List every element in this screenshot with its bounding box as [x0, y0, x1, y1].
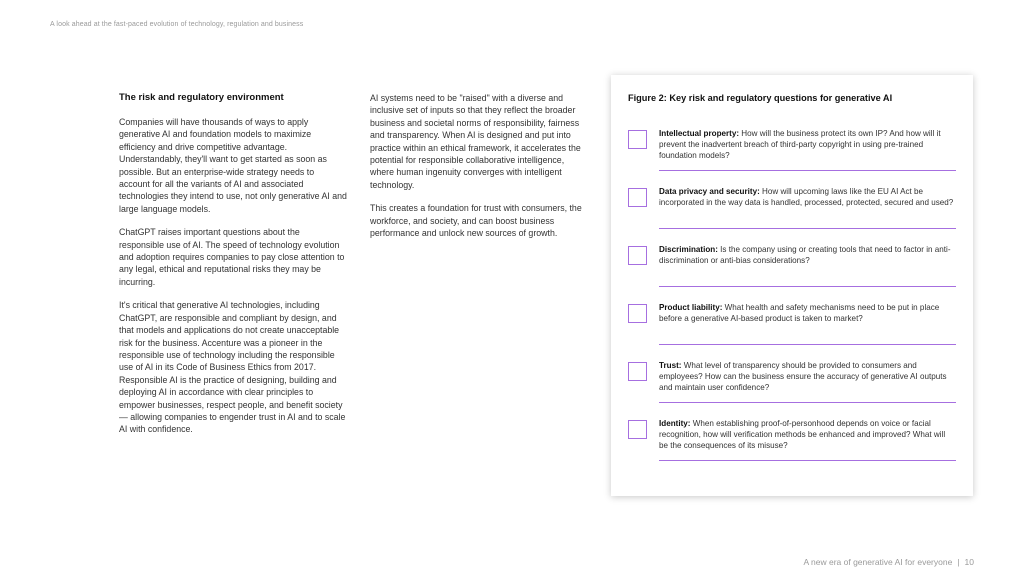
question-body: What level of transparency should be provided to consumers and employees? How can the business ensure the accuracy of generative AI outputs and maintain user confidence?: [659, 361, 947, 393]
question-text: [659, 186, 956, 208]
page-footer: [803, 557, 974, 567]
divider: [659, 286, 956, 287]
question-item: [628, 241, 956, 287]
question-item: [628, 357, 956, 403]
body-paragraph: This creates a foundation for trust with consumers, the workforce, and society, and can boost business performance and unlock new sources of growth.: [370, 203, 582, 239]
middle-column: [370, 92, 585, 250]
question-label: Discrimination:: [659, 245, 718, 254]
question-body: When establishing proof-of-personhood depends on voice or facial recognition, how will verification methods be enhanced and improved? What will be the consequences of its misuse?: [659, 419, 946, 451]
checkbox-icon: [628, 188, 647, 207]
footer-separator: |: [957, 557, 960, 567]
checkbox-icon: [628, 362, 647, 381]
left-column: [119, 92, 347, 447]
page-number: 10: [964, 557, 974, 567]
body-paragraph: It's critical that generative AI technologies, including ChatGPT, are responsible and compliant by design, and that models and applications do not create unacceptable risk for the business. Accenture was a pioneer in the responsible use of technology including the responsible use of AI in its Code of Business Ethics from 2017. Responsible AI is the practice of designing, building and deploying AI in accordance with clear principles to empower businesses, respect people, and benefit society — allowing companies to engender trust in AI and to scale AI with confidence.: [119, 300, 346, 435]
question-body: How will the business protect its own IP? And how will it prevent the inadvertent breach of third-party copyright in using pre-trained foundation models?: [659, 129, 941, 161]
question-text: [659, 360, 956, 394]
checkbox-icon: [628, 420, 647, 439]
question-label: Identity:: [659, 419, 691, 428]
checkbox-icon: [628, 246, 647, 265]
section-heading: The risk and regulatory environment: [119, 92, 284, 103]
footer-title: A new era of generative AI for everyone: [803, 557, 953, 567]
question-label: Data privacy and security:: [659, 187, 760, 196]
divider: [659, 344, 956, 345]
divider: [659, 228, 956, 229]
question-body: How will upcoming laws like the EU AI Act be incorporated in the way data is handled, processed, protected, secured and used?: [659, 187, 954, 208]
question-item: [628, 183, 956, 229]
question-item: [628, 125, 956, 171]
divider: [659, 460, 956, 461]
question-body: What health and safety mechanisms need to be put in place before a generative AI-based product is taken to market?: [659, 303, 940, 324]
divider: [659, 402, 956, 403]
checkbox-icon: [628, 304, 647, 323]
question-text: [659, 128, 956, 162]
checkbox-icon: [628, 130, 647, 149]
figure-panel: [611, 75, 973, 496]
question-item: [628, 299, 956, 345]
divider: [659, 170, 956, 171]
body-paragraph: Companies will have thousands of ways to apply generative AI and foundation models to maximize efficiency and drive competitive advantage. Understandably, they'll want to get started as soon as possible. But an enterprise-wide strategy needs to account for all the variants of AI and associated technologies they intend to use, not only generative AI and large language models.: [119, 117, 347, 214]
question-label: Trust:: [659, 361, 682, 370]
question-text: [659, 244, 956, 266]
question-text: [659, 418, 956, 452]
figure-title: Figure 2: Key risk and regulatory questions for generative AI: [628, 93, 893, 103]
body-paragraph: AI systems need to be "raised" with a diverse and inclusive set of inputs so that they reflect the broader business and societal norms of responsibility, fairness and transparency. When AI is designed and put into practice within an ethical framework, it accelerates the potential for responsible collaborative intelligence, where human ingenuity converges with intelligent technology.: [370, 93, 581, 190]
header-topline: A look ahead at the fast-paced evolution of technology, regulation and business: [50, 21, 304, 28]
question-item: [628, 415, 956, 461]
question-text: [659, 302, 956, 324]
body-paragraph: ChatGPT raises important questions about the responsible use of AI. The speed of technology evolution and adoption requires companies to pay close attention to any legal, ethical and reputational risks they may be incurring.: [119, 227, 345, 287]
question-label: Product liability:: [659, 303, 723, 312]
question-body: Is the company using or creating tools that need to factor in anti-discrimination or anti-bias considerations?: [659, 245, 951, 266]
question-label: Intellectual property:: [659, 129, 740, 138]
